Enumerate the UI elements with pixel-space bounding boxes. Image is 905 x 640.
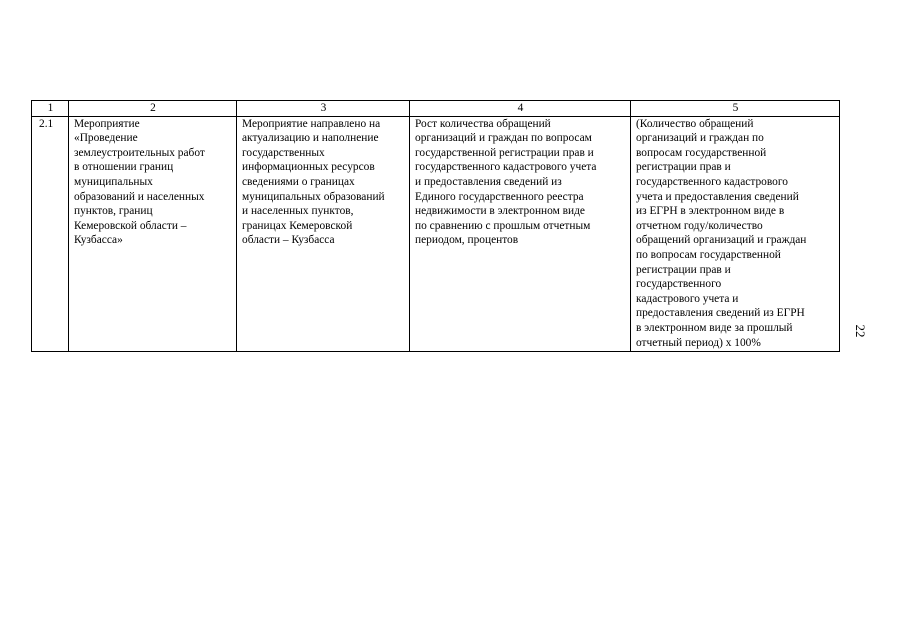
column-header-5: 5 <box>631 101 840 117</box>
column-header-1: 1 <box>32 101 69 117</box>
page-number: 22 <box>853 324 868 338</box>
data-table <box>31 100 840 352</box>
row-number-cell: 2.1 <box>32 116 69 352</box>
table-row <box>32 116 840 352</box>
column-header-4: 4 <box>410 101 631 117</box>
table-header-row <box>32 101 840 117</box>
column-header-2: 2 <box>69 101 237 117</box>
column-header-3: 3 <box>237 101 410 117</box>
event-name-cell: Мероприятие «Проведение землеустроительных работ в отношении границ муниципальных образований и населенных пунктов, границ Кемеровской области – Кузбасса» <box>69 116 237 352</box>
event-description-cell: Мероприятие направлено на актуализацию и наполнение государственных информационных ресурсов сведениями о границах муниципальных образований и населенных пунктов, границах Кемеровской области – Кузбасса <box>237 116 410 352</box>
formula-cell: (Количество обращений организаций и граждан по вопросам государственной регистрации прав и государственного кадастрового учета и предоставления сведений из ЕГРН в электронном виде в отчетном году/количество обращений организаций и граждан по вопросам государственной регистрации прав и государственного кадастрового учета и предоставления сведений из ЕГРН в электронном виде за прошлый отчетный период) х 100% <box>631 116 840 352</box>
indicator-name-cell: Рост количества обращений организаций и граждан по вопросам государственной регистрации прав и государственного кадастрового учета и предоставления сведений из Единого государственного реестра недвижимости в электронном виде по сравнению с прошлым отчетным периодом, процентов <box>410 116 631 352</box>
